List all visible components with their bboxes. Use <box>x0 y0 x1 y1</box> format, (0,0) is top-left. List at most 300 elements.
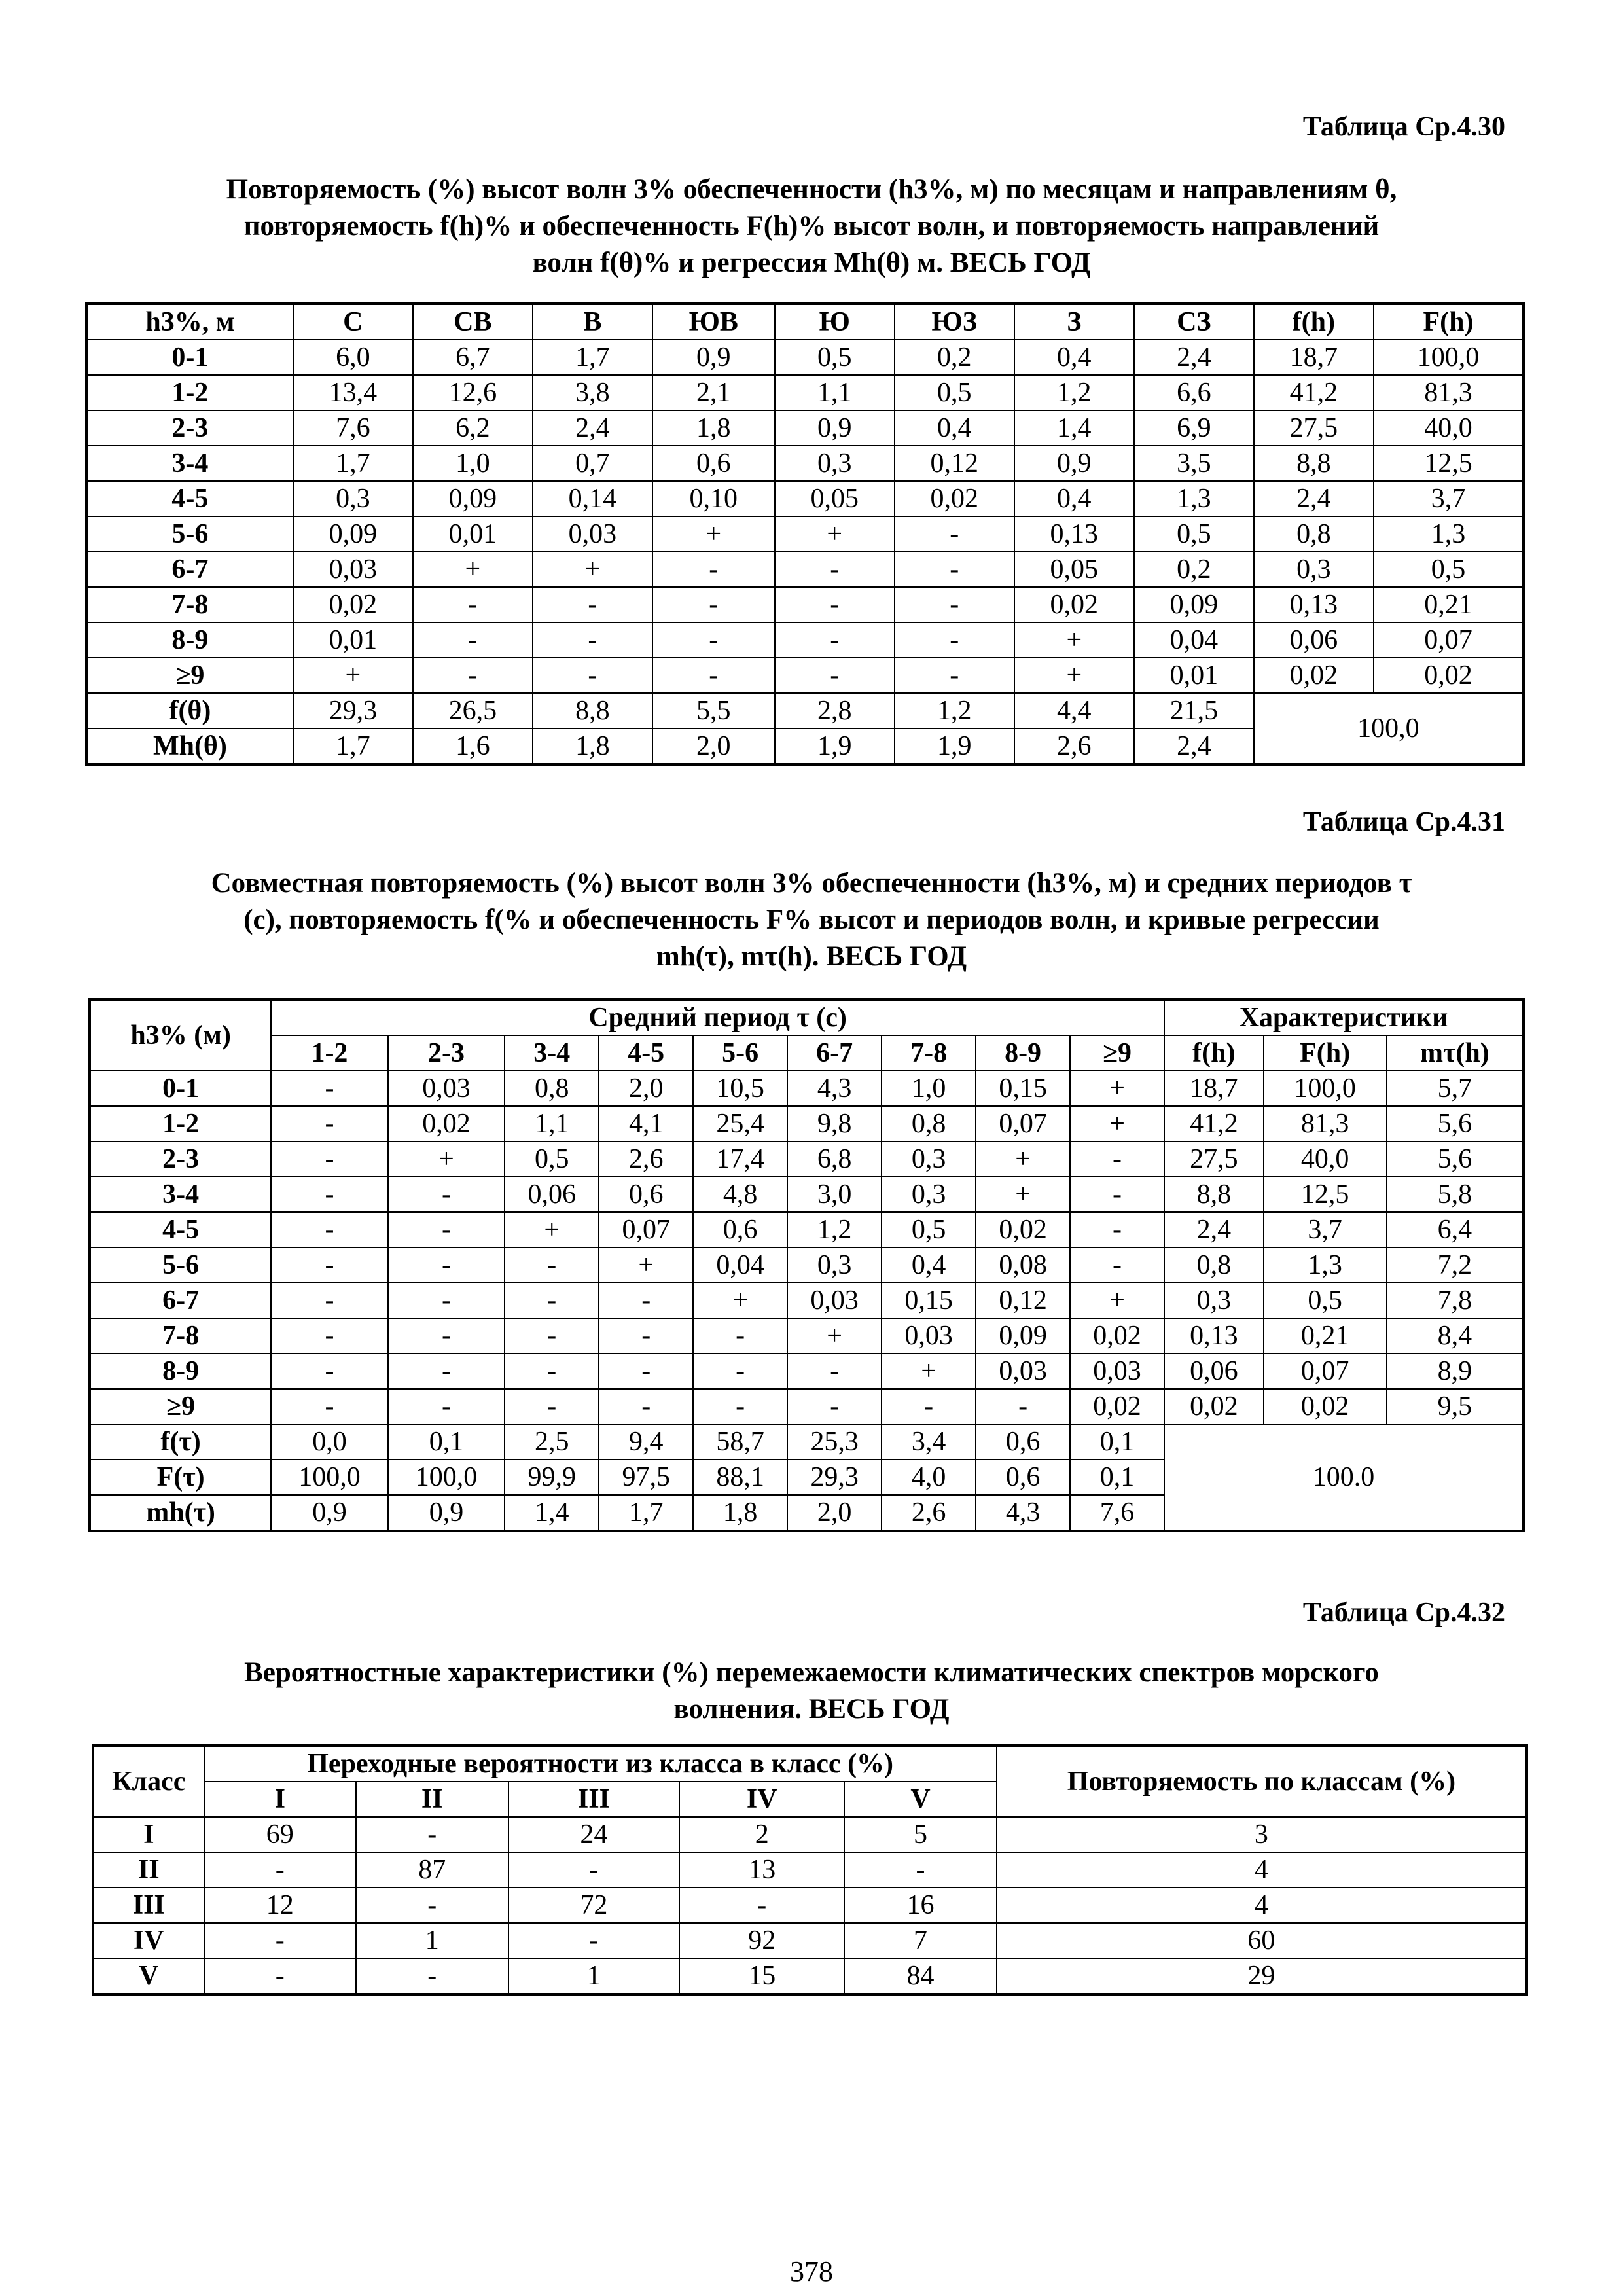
table-cell: 87 <box>356 1852 508 1888</box>
column-header: В <box>533 304 652 340</box>
table-cell: 15 <box>679 1958 844 1994</box>
row-header: 7-8 <box>86 587 293 622</box>
table-cell: 92 <box>679 1923 844 1958</box>
table-cell: 100,0 <box>1374 340 1524 375</box>
table-cell: 4 <box>997 1852 1527 1888</box>
table-cell: 0,8 <box>1164 1247 1264 1283</box>
table-cell: 0,07 <box>1374 622 1524 658</box>
table-cell: - <box>388 1212 505 1247</box>
table-cell: 8,8 <box>533 693 652 728</box>
table-cell: 0,10 <box>652 481 775 516</box>
table-cell: 0,3 <box>882 1177 976 1212</box>
table-cell: - <box>976 1389 1070 1424</box>
table-cell: - <box>599 1283 693 1318</box>
table-cell: 1,9 <box>895 728 1014 764</box>
table2-caption: Таблица Ср.4.31 <box>1302 807 1505 837</box>
table-cell: 1,8 <box>652 410 775 446</box>
table-cell: + <box>599 1247 693 1283</box>
row-header: 5-6 <box>86 516 293 552</box>
table-cell: 1,1 <box>505 1106 599 1141</box>
table-row <box>93 1958 1527 1994</box>
table-cell: 0,12 <box>895 446 1014 481</box>
table-cell: 4 <box>997 1888 1527 1923</box>
table-cell: 0,13 <box>1014 516 1134 552</box>
row-header: 8-9 <box>90 1354 271 1389</box>
table-row <box>86 410 1524 446</box>
table-cell: 6,7 <box>413 340 533 375</box>
table-cell: 0,03 <box>1070 1354 1164 1389</box>
column-header: 3-4 <box>505 1035 599 1071</box>
table-cell: 3,7 <box>1264 1212 1387 1247</box>
table-cell: + <box>976 1141 1070 1177</box>
table-cell: 6,2 <box>413 410 533 446</box>
table-cell: 0,6 <box>693 1212 787 1247</box>
header-row <box>90 1035 1524 1071</box>
table-cell: 0,12 <box>976 1283 1070 1318</box>
total-cell: 100.0 <box>1164 1424 1524 1531</box>
table-cell: 100,0 <box>388 1460 505 1495</box>
row-header: ≥9 <box>86 658 293 693</box>
row-header: I <box>93 1817 204 1852</box>
header-row <box>86 304 1524 340</box>
table-cell: - <box>1070 1212 1164 1247</box>
table-cell: 0,09 <box>293 516 413 552</box>
table-cell: 0,07 <box>976 1106 1070 1141</box>
table-cell: 25,3 <box>787 1424 882 1460</box>
table-cell: - <box>895 552 1014 587</box>
table-cell: 29 <box>997 1958 1527 1994</box>
table-cell: 18,7 <box>1164 1071 1264 1106</box>
table-cell: 0,01 <box>1134 658 1254 693</box>
row-header: 6-7 <box>90 1283 271 1318</box>
table-cell: 3,0 <box>787 1177 882 1212</box>
table-cell: 0,02 <box>1070 1318 1164 1354</box>
table-cell: 0,14 <box>533 481 652 516</box>
table-cell: 72 <box>508 1888 680 1923</box>
table-cell: 1,7 <box>293 446 413 481</box>
table-cell: 0,5 <box>505 1141 599 1177</box>
corner-header: h3% (м) <box>90 999 271 1071</box>
table-cell: 40,0 <box>1264 1141 1387 1177</box>
column-header: IV <box>679 1782 844 1817</box>
table-cell: 12,5 <box>1374 446 1524 481</box>
column-header: mτ(h) <box>1387 1035 1524 1071</box>
table-cell: 3 <box>997 1817 1527 1852</box>
table-cell: - <box>1070 1141 1164 1177</box>
table-cell: 0,04 <box>693 1247 787 1283</box>
table-cell: - <box>895 622 1014 658</box>
table-cell: 0,06 <box>1254 622 1374 658</box>
table-cell: 0,8 <box>882 1106 976 1141</box>
table-cell: - <box>652 658 775 693</box>
table-cell: - <box>693 1318 787 1354</box>
table-cell: 0,01 <box>293 622 413 658</box>
row-header: 4-5 <box>90 1212 271 1247</box>
column-header: 6-7 <box>787 1035 882 1071</box>
table-cell: 3,8 <box>533 375 652 410</box>
table-cell: - <box>505 1247 599 1283</box>
table-cell: 0,7 <box>533 446 652 481</box>
table-cell: - <box>356 1817 508 1852</box>
table-row <box>86 375 1524 410</box>
table-cell: - <box>895 658 1014 693</box>
column-header: ЮВ <box>652 304 775 340</box>
table-cell: 0,6 <box>652 446 775 481</box>
table-row <box>90 1389 1524 1424</box>
table-cell: - <box>599 1354 693 1389</box>
table-row <box>90 1177 1524 1212</box>
table-cell: + <box>388 1141 505 1177</box>
table-cell: - <box>356 1888 508 1923</box>
table-cell: - <box>599 1318 693 1354</box>
table-cell: - <box>271 1389 388 1424</box>
table-cell: - <box>505 1354 599 1389</box>
group-header: Характеристики <box>1164 999 1524 1035</box>
table-cell: 0,21 <box>1264 1318 1387 1354</box>
row-header: 0-1 <box>90 1071 271 1106</box>
table-cell: 1,6 <box>413 728 533 764</box>
table-cell: + <box>882 1354 976 1389</box>
table-cell: 88,1 <box>693 1460 787 1495</box>
table-row <box>90 1318 1524 1354</box>
column-header: 4-5 <box>599 1035 693 1071</box>
table-cell: 29,3 <box>787 1460 882 1495</box>
table-cell: 7,8 <box>1387 1283 1524 1318</box>
table-cell: 0,13 <box>1164 1318 1264 1354</box>
table-cell: 0,0 <box>271 1424 388 1460</box>
column-header: СВ <box>413 304 533 340</box>
table-cell: 2,0 <box>787 1495 882 1531</box>
table-cell: - <box>775 622 895 658</box>
table-cell: 3,7 <box>1374 481 1524 516</box>
table-cell: 0,6 <box>976 1460 1070 1495</box>
table-cell: 0,09 <box>1134 587 1254 622</box>
column-header: V <box>844 1782 997 1817</box>
table-cell: 0,5 <box>1134 516 1254 552</box>
page-number: 378 <box>790 2255 833 2287</box>
column-header: 1-2 <box>271 1035 388 1071</box>
row-header: mh(τ) <box>90 1495 271 1531</box>
table-cell: 1,9 <box>775 728 895 764</box>
table-cell: 40,0 <box>1374 410 1524 446</box>
table-cell: 7 <box>844 1923 997 1958</box>
table-cell: 2,4 <box>1134 728 1254 764</box>
table-cell: 0,06 <box>505 1177 599 1212</box>
table-cell: - <box>652 552 775 587</box>
table-row <box>93 1923 1527 1958</box>
table-cell: 1,3 <box>1264 1247 1387 1283</box>
table-cell: 0,8 <box>505 1071 599 1106</box>
table-cell: - <box>505 1283 599 1318</box>
table-cell: 5,7 <box>1387 1071 1524 1106</box>
table-cell: - <box>844 1852 997 1888</box>
table-cell: 18,7 <box>1254 340 1374 375</box>
table-cell: - <box>775 658 895 693</box>
table-cell: + <box>1070 1071 1164 1106</box>
table-cell: 7,6 <box>293 410 413 446</box>
column-header: f(h) <box>1254 304 1374 340</box>
table-cell: 0,06 <box>1164 1354 1264 1389</box>
table-cell: 0,07 <box>1264 1354 1387 1389</box>
table1-title-line: волн f(θ)% и регрессия Mh(θ) м. ВЕСЬ ГОД <box>532 247 1091 278</box>
table-cell: 4,4 <box>1014 693 1134 728</box>
table-cell: + <box>787 1318 882 1354</box>
table-row <box>90 1141 1524 1177</box>
table-cell: 0,02 <box>976 1212 1070 1247</box>
table-cell: + <box>1070 1106 1164 1141</box>
column-header: Ю <box>775 304 895 340</box>
table-cell: - <box>895 587 1014 622</box>
table-cell: 0,03 <box>976 1354 1070 1389</box>
table-cell: + <box>976 1177 1070 1212</box>
table-cell: - <box>356 1958 508 1994</box>
table-cell: 1,7 <box>533 340 652 375</box>
table-row <box>86 481 1524 516</box>
table-cell: 1 <box>356 1923 508 1958</box>
table-cell: 0,09 <box>976 1318 1070 1354</box>
table-cell: 1,0 <box>413 446 533 481</box>
table-cell: 0,1 <box>1070 1424 1164 1460</box>
column-header: З <box>1014 304 1134 340</box>
table-cell: 9,8 <box>787 1106 882 1141</box>
group-header: Средний период τ (с) <box>271 999 1164 1035</box>
table-row <box>90 1247 1524 1283</box>
row-header: 3-4 <box>86 446 293 481</box>
table-cell: 6,4 <box>1387 1212 1524 1247</box>
table-cell: 0,3 <box>787 1247 882 1283</box>
table-cell: 0,09 <box>413 481 533 516</box>
table-cell: - <box>533 622 652 658</box>
table-cell: 7,6 <box>1070 1495 1164 1531</box>
table-row <box>90 1106 1524 1141</box>
row-header: 2-3 <box>86 410 293 446</box>
table-cell: 25,4 <box>693 1106 787 1141</box>
table-cell: - <box>413 587 533 622</box>
table-cell: 100,0 <box>1264 1071 1387 1106</box>
table-row <box>86 658 1524 693</box>
table-cell: 99,9 <box>505 1460 599 1495</box>
table-row <box>93 1888 1527 1923</box>
row-header: 4-5 <box>86 481 293 516</box>
table-cell: 0,6 <box>599 1177 693 1212</box>
table-cell: + <box>693 1283 787 1318</box>
table-cell: 0,2 <box>895 340 1014 375</box>
row-header: f(τ) <box>90 1424 271 1460</box>
table-cell: 0,02 <box>895 481 1014 516</box>
table-cell: 0,03 <box>388 1071 505 1106</box>
table-cell: 0,03 <box>787 1283 882 1318</box>
table-cell: 0,4 <box>1014 340 1134 375</box>
table-cell: - <box>271 1071 388 1106</box>
table-cell: 2,4 <box>1134 340 1254 375</box>
table-cell: 1,2 <box>895 693 1014 728</box>
table-cell: 5 <box>844 1817 997 1852</box>
column-header: 2-3 <box>388 1035 505 1071</box>
table-cell: 9,4 <box>599 1424 693 1460</box>
column-header: 8-9 <box>976 1035 1070 1071</box>
table-cell: 60 <box>997 1923 1527 1958</box>
table-cell: 0,03 <box>882 1318 976 1354</box>
table-cell: 1,4 <box>1014 410 1134 446</box>
table-cell: - <box>679 1888 844 1923</box>
table-cell: + <box>413 552 533 587</box>
table1-title-line: повторяемость f(h)% и обеспеченность F(h)% высот волн, и повторяемость направлений <box>243 211 1380 242</box>
table-cell: + <box>1014 658 1134 693</box>
table-cell: 0,8 <box>1254 516 1374 552</box>
table-cell: 0,02 <box>1374 658 1524 693</box>
row-header: II <box>93 1852 204 1888</box>
table-cell: 0,3 <box>882 1141 976 1177</box>
table-cell: - <box>787 1389 882 1424</box>
table-cell: - <box>599 1389 693 1424</box>
table-cell: 0,02 <box>1014 587 1134 622</box>
table-cell: 0,21 <box>1374 587 1524 622</box>
table2 <box>88 998 1525 1532</box>
table-cell: 6,8 <box>787 1141 882 1177</box>
table-cell: 8,9 <box>1387 1354 1524 1389</box>
table-cell: 13,4 <box>293 375 413 410</box>
table-cell: - <box>388 1318 505 1354</box>
table-cell: 0,9 <box>775 410 895 446</box>
column-header: ЮЗ <box>895 304 1014 340</box>
table-cell: 100,0 <box>271 1460 388 1495</box>
table-cell: 5,8 <box>1387 1177 1524 1212</box>
table-cell: 0,07 <box>599 1212 693 1247</box>
table-row <box>86 340 1524 375</box>
summary-row <box>90 1424 1524 1460</box>
table-cell: 0,3 <box>775 446 895 481</box>
table-cell: + <box>775 516 895 552</box>
table-cell: 1,8 <box>533 728 652 764</box>
table-cell: - <box>204 1923 357 1958</box>
table-cell: 27,5 <box>1164 1141 1264 1177</box>
table-cell: 5,5 <box>652 693 775 728</box>
table-cell: 0,03 <box>533 516 652 552</box>
table-cell: 3,5 <box>1134 446 1254 481</box>
table-cell: - <box>204 1852 357 1888</box>
table-cell: 97,5 <box>599 1460 693 1495</box>
table-cell: 69 <box>204 1817 357 1852</box>
table-cell: 41,2 <box>1254 375 1374 410</box>
table-cell: + <box>1014 622 1134 658</box>
table-cell: 6,9 <box>1134 410 1254 446</box>
table-cell: 2,6 <box>599 1141 693 1177</box>
table-cell: 12 <box>204 1888 357 1923</box>
table-row <box>90 1212 1524 1247</box>
table-cell: - <box>271 1354 388 1389</box>
row-header: 0-1 <box>86 340 293 375</box>
table-cell: 0,9 <box>388 1495 505 1531</box>
table-cell: + <box>505 1212 599 1247</box>
table-cell: - <box>271 1141 388 1177</box>
table-row <box>93 1852 1527 1888</box>
table2-title-line: mh(τ), mτ(h). ВЕСЬ ГОД <box>656 941 967 972</box>
table-cell: 0,01 <box>413 516 533 552</box>
table-cell: 0,1 <box>388 1424 505 1460</box>
table-cell: - <box>1070 1177 1164 1212</box>
table-cell: - <box>388 1283 505 1318</box>
column-header: Повторяемость по классам (%) <box>997 1746 1527 1817</box>
summary-row <box>86 693 1524 728</box>
table3-title <box>92 1655 1531 1728</box>
table-cell: 58,7 <box>693 1424 787 1460</box>
table-cell: - <box>652 587 775 622</box>
table-cell: + <box>533 552 652 587</box>
table-cell: 13 <box>679 1852 844 1888</box>
table-cell: 4,0 <box>882 1460 976 1495</box>
table-cell: - <box>775 587 895 622</box>
row-header: ≥9 <box>90 1389 271 1424</box>
table-cell: 8,4 <box>1387 1318 1524 1354</box>
table-cell: 0,02 <box>1254 658 1374 693</box>
table1-title <box>92 171 1531 281</box>
table-cell: - <box>413 622 533 658</box>
row-header: 1-2 <box>90 1106 271 1141</box>
row-header: Mh(θ) <box>86 728 293 764</box>
table-cell: 0,02 <box>1070 1389 1164 1424</box>
table-cell: 0,5 <box>1374 552 1524 587</box>
table2-title-line: (с), повторяемость f(% и обеспеченность F% высот и периодов волн, и кривые регрессии <box>243 905 1380 935</box>
table-row <box>90 1071 1524 1106</box>
table1 <box>85 302 1525 766</box>
column-header: 7-8 <box>882 1035 976 1071</box>
table-cell: 81,3 <box>1264 1106 1387 1141</box>
table-cell: 0,5 <box>882 1212 976 1247</box>
table-cell: + <box>1070 1283 1164 1318</box>
table-cell: - <box>787 1354 882 1389</box>
table-row <box>86 587 1524 622</box>
table-cell: 0,04 <box>1134 622 1254 658</box>
column-header: h3%, м <box>86 304 293 340</box>
table-cell: 2,6 <box>1014 728 1134 764</box>
table-row <box>86 516 1524 552</box>
table-cell: 26,5 <box>413 693 533 728</box>
table3-title-line: волнения. ВЕСЬ ГОД <box>673 1694 950 1725</box>
column-header: ≥9 <box>1070 1035 1164 1071</box>
table-cell: 12,6 <box>413 375 533 410</box>
table-cell: 4,8 <box>693 1177 787 1212</box>
column-header: С <box>293 304 413 340</box>
row-header: 2-3 <box>90 1141 271 1177</box>
table-cell: 1,2 <box>787 1212 882 1247</box>
table-cell: 0,4 <box>895 410 1014 446</box>
row-header: 8-9 <box>86 622 293 658</box>
table2-title-line: Совместная повторяемость (%) высот волн 3% обеспеченности (h3%, м) и средних периодов τ <box>211 868 1412 899</box>
table-cell: - <box>505 1389 599 1424</box>
table-cell: 0,15 <box>976 1071 1070 1106</box>
table-row <box>90 1283 1524 1318</box>
table-cell: 1,3 <box>1134 481 1254 516</box>
column-header: f(h) <box>1164 1035 1264 1071</box>
table-cell: 21,5 <box>1134 693 1254 728</box>
table-cell: 0,05 <box>1014 552 1134 587</box>
table-row <box>90 1354 1524 1389</box>
table-cell: 27,5 <box>1254 410 1374 446</box>
table-cell: 1,4 <box>505 1495 599 1531</box>
table-row <box>93 1817 1527 1852</box>
table1-caption: Таблица Ср.4.30 <box>1302 112 1505 142</box>
table-cell: 0,02 <box>1264 1389 1387 1424</box>
table-cell: 2,0 <box>599 1071 693 1106</box>
table2-title <box>92 865 1531 975</box>
table-cell: 2,6 <box>882 1495 976 1531</box>
table-cell: 1,3 <box>1374 516 1524 552</box>
table-cell: - <box>204 1958 357 1994</box>
total-cell: 100,0 <box>1254 693 1524 764</box>
table-cell: 1,8 <box>693 1495 787 1531</box>
table-cell: - <box>388 1389 505 1424</box>
table-row <box>86 446 1524 481</box>
